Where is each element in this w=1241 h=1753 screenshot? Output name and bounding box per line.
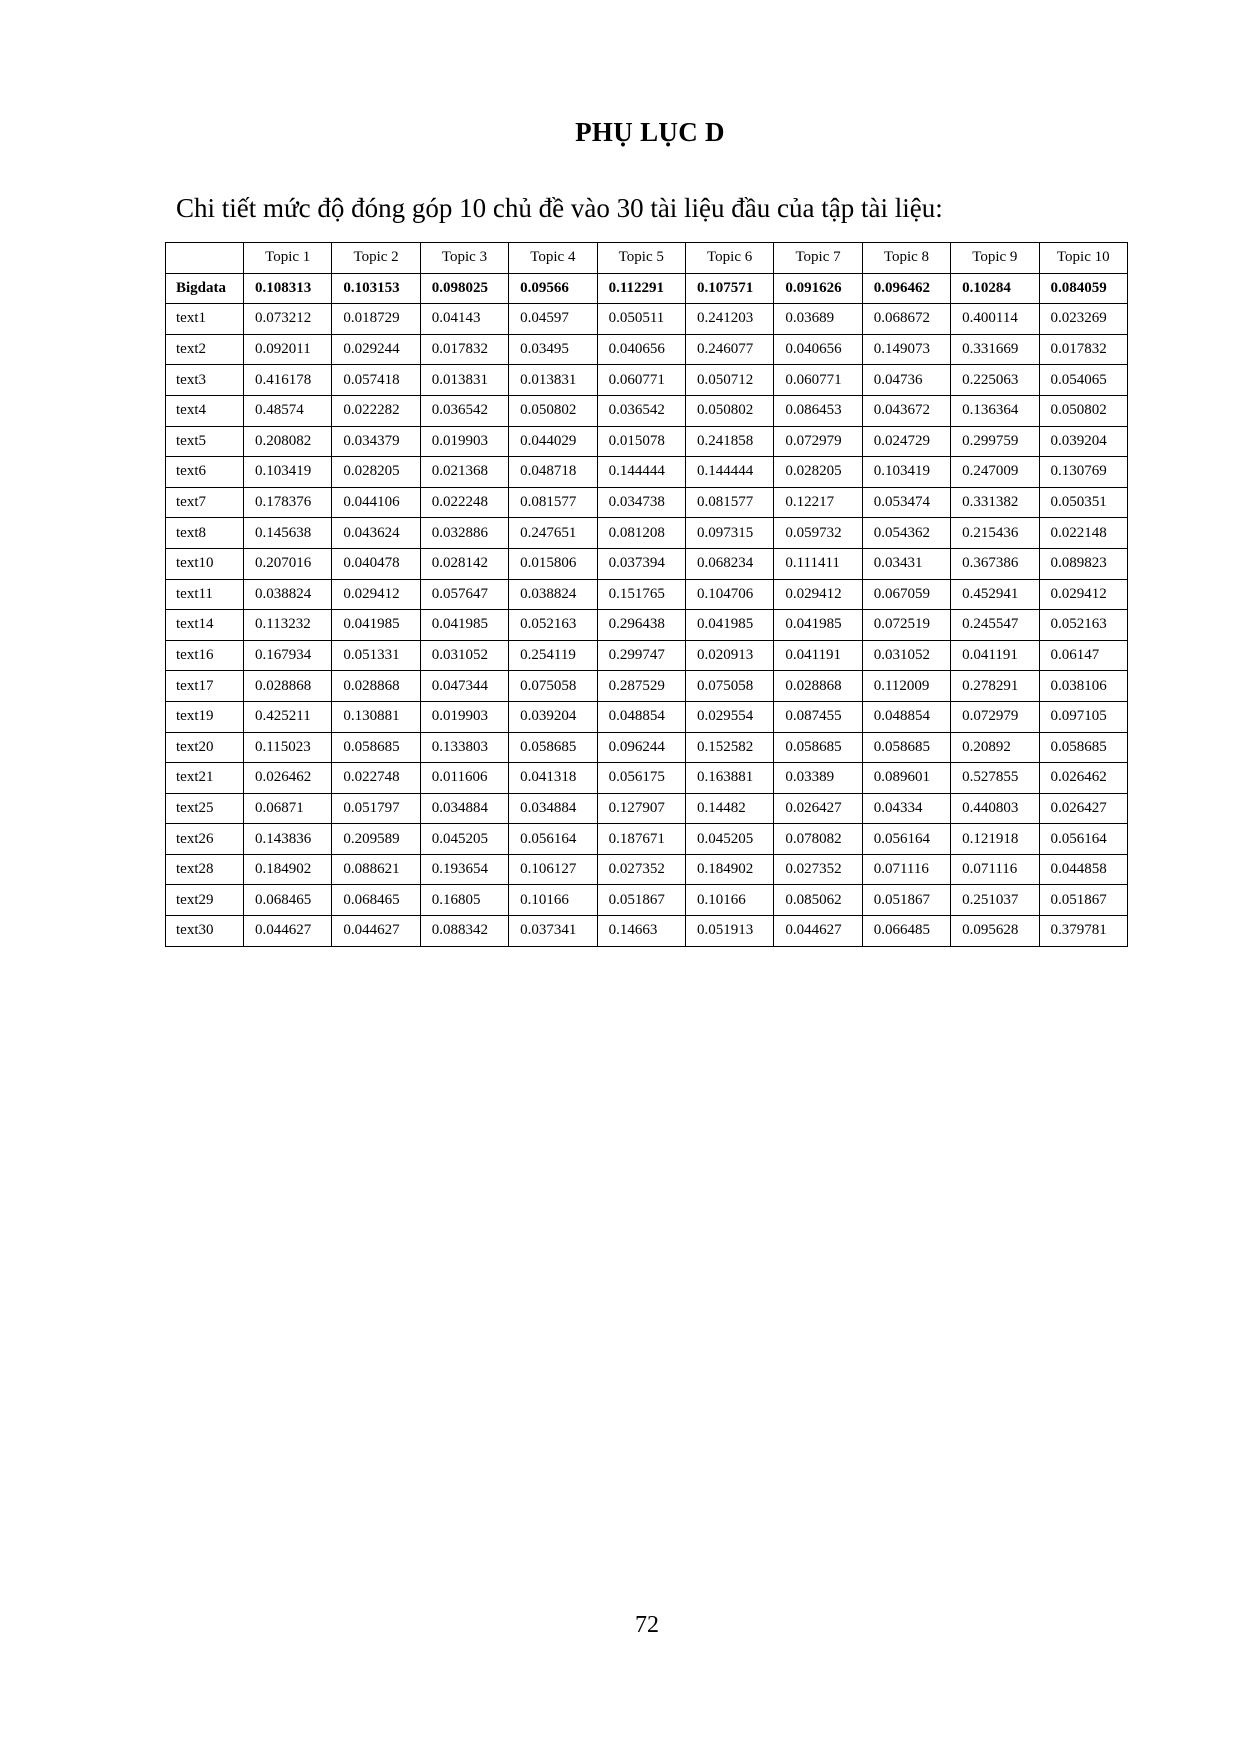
table-cell: 0.058685 bbox=[774, 732, 862, 763]
table-cell: 0.048718 bbox=[509, 457, 597, 488]
page-title: PHỤ LỤC D bbox=[575, 117, 725, 147]
table-cell: 0.050712 bbox=[685, 365, 773, 396]
table-cell: 0.071116 bbox=[951, 854, 1039, 885]
table-cell: 0.241203 bbox=[685, 304, 773, 335]
table-cell: 0.060771 bbox=[597, 365, 685, 396]
table-cell: 0.044106 bbox=[332, 487, 420, 518]
table-cell: 0.088342 bbox=[420, 916, 508, 947]
table-cell: 0.400114 bbox=[951, 304, 1039, 335]
table-cell: 0.144444 bbox=[685, 457, 773, 488]
table-cell: 0.246077 bbox=[685, 334, 773, 365]
table-cell: 0.022748 bbox=[332, 763, 420, 794]
table-cell: 0.225063 bbox=[951, 365, 1039, 396]
table-cell: 0.068234 bbox=[685, 548, 773, 579]
table-cell: 0.019903 bbox=[420, 426, 508, 457]
table-cell: 0.187671 bbox=[597, 824, 685, 855]
table-cell: 0.073212 bbox=[244, 304, 332, 335]
table-cell: 0.251037 bbox=[951, 885, 1039, 916]
table-cell: 0.056164 bbox=[1039, 824, 1127, 855]
table-cell: 0.029554 bbox=[685, 701, 773, 732]
table-cell: 0.081208 bbox=[597, 518, 685, 549]
table-cell: 0.023269 bbox=[1039, 304, 1127, 335]
row-label: text20 bbox=[166, 732, 244, 763]
column-header-topic-6: Topic 6 bbox=[685, 243, 773, 274]
table-cell: 0.247651 bbox=[509, 518, 597, 549]
row-label: text19 bbox=[166, 701, 244, 732]
table-cell: 0.03389 bbox=[774, 763, 862, 794]
table-row bbox=[166, 732, 1128, 763]
table-cell: 0.052163 bbox=[509, 610, 597, 641]
table-cell: 0.068672 bbox=[862, 304, 950, 335]
table-cell: 0.060771 bbox=[774, 365, 862, 396]
table-cell: 0.015806 bbox=[509, 548, 597, 579]
table-cell: 0.299747 bbox=[597, 640, 685, 671]
table-cell: 0.038106 bbox=[1039, 671, 1127, 702]
table-cell: 0.098025 bbox=[420, 273, 508, 304]
table-cell: 0.028205 bbox=[774, 457, 862, 488]
table-cell: 0.039204 bbox=[1039, 426, 1127, 457]
table-header-row bbox=[166, 243, 1128, 274]
table-cell: 0.096244 bbox=[597, 732, 685, 763]
table-cell: 0.044627 bbox=[774, 916, 862, 947]
table-row bbox=[166, 273, 1128, 304]
table-cell: 0.299759 bbox=[951, 426, 1039, 457]
row-label: text28 bbox=[166, 854, 244, 885]
table-cell: 0.03495 bbox=[509, 334, 597, 365]
table-cell: 0.013831 bbox=[509, 365, 597, 396]
table-cell: 0.050802 bbox=[685, 395, 773, 426]
table-cell: 0.011606 bbox=[420, 763, 508, 794]
table-cell: 0.054362 bbox=[862, 518, 950, 549]
table-row bbox=[166, 487, 1128, 518]
row-label: text14 bbox=[166, 610, 244, 641]
row-label: Bigdata bbox=[166, 273, 244, 304]
row-label: text4 bbox=[166, 395, 244, 426]
table-cell: 0.045205 bbox=[685, 824, 773, 855]
row-label: text25 bbox=[166, 793, 244, 824]
table-cell: 0.052163 bbox=[1039, 610, 1127, 641]
table-cell: 0.296438 bbox=[597, 610, 685, 641]
table-cell: 0.144444 bbox=[597, 457, 685, 488]
column-header-topic-10: Topic 10 bbox=[1039, 243, 1127, 274]
table-cell: 0.026462 bbox=[1039, 763, 1127, 794]
table-cell: 0.254119 bbox=[509, 640, 597, 671]
column-header-topic-5: Topic 5 bbox=[597, 243, 685, 274]
table-cell: 0.113232 bbox=[244, 610, 332, 641]
table-cell: 0.020913 bbox=[685, 640, 773, 671]
table-cell: 0.056164 bbox=[509, 824, 597, 855]
row-label: text26 bbox=[166, 824, 244, 855]
table-cell: 0.331669 bbox=[951, 334, 1039, 365]
table-cell: 0.043624 bbox=[332, 518, 420, 549]
table-cell: 0.097315 bbox=[685, 518, 773, 549]
row-label: text2 bbox=[166, 334, 244, 365]
table-cell: 0.072979 bbox=[774, 426, 862, 457]
table-cell: 0.12217 bbox=[774, 487, 862, 518]
table-cell: 0.034738 bbox=[597, 487, 685, 518]
table-cell: 0.14482 bbox=[685, 793, 773, 824]
table-cell: 0.040478 bbox=[332, 548, 420, 579]
row-label: text5 bbox=[166, 426, 244, 457]
table-cell: 0.029412 bbox=[1039, 579, 1127, 610]
row-label: text6 bbox=[166, 457, 244, 488]
table-cell: 0.029412 bbox=[774, 579, 862, 610]
table-cell: 0.207016 bbox=[244, 548, 332, 579]
table-cell: 0.247009 bbox=[951, 457, 1039, 488]
table-cell: 0.013831 bbox=[420, 365, 508, 396]
table-cell: 0.041985 bbox=[685, 610, 773, 641]
table-cell: 0.054065 bbox=[1039, 365, 1127, 396]
table-cell: 0.06147 bbox=[1039, 640, 1127, 671]
table-row bbox=[166, 365, 1128, 396]
table-cell: 0.097105 bbox=[1039, 701, 1127, 732]
table-cell: 0.085062 bbox=[774, 885, 862, 916]
table-cell: 0.041985 bbox=[774, 610, 862, 641]
table-row bbox=[166, 610, 1128, 641]
table-cell: 0.036542 bbox=[597, 395, 685, 426]
table-cell: 0.112009 bbox=[862, 671, 950, 702]
table-cell: 0.066485 bbox=[862, 916, 950, 947]
table-cell: 0.245547 bbox=[951, 610, 1039, 641]
table-cell: 0.527855 bbox=[951, 763, 1039, 794]
table-cell: 0.103153 bbox=[332, 273, 420, 304]
table-cell: 0.163881 bbox=[685, 763, 773, 794]
table-cell: 0.081577 bbox=[685, 487, 773, 518]
table-cell: 0.057418 bbox=[332, 365, 420, 396]
table-cell: 0.086453 bbox=[774, 395, 862, 426]
table-cell: 0.09566 bbox=[509, 273, 597, 304]
table-cell: 0.16805 bbox=[420, 885, 508, 916]
table-cell: 0.041985 bbox=[420, 610, 508, 641]
table-cell: 0.051331 bbox=[332, 640, 420, 671]
row-label: text30 bbox=[166, 916, 244, 947]
column-header-topic-9: Topic 9 bbox=[951, 243, 1039, 274]
table-row bbox=[166, 763, 1128, 794]
table-cell: 0.452941 bbox=[951, 579, 1039, 610]
intro-text: Chi tiết mức độ đóng góp 10 chủ đề vào 30 tài liệu đầu của tập tài liệu: bbox=[176, 193, 943, 223]
table-row bbox=[166, 854, 1128, 885]
table-cell: 0.043672 bbox=[862, 395, 950, 426]
table-cell: 0.416178 bbox=[244, 365, 332, 396]
table-row bbox=[166, 701, 1128, 732]
table-cell: 0.034884 bbox=[420, 793, 508, 824]
table-cell: 0.071116 bbox=[862, 854, 950, 885]
table-cell: 0.028868 bbox=[332, 671, 420, 702]
table-cell: 0.031052 bbox=[862, 640, 950, 671]
table-cell: 0.028868 bbox=[774, 671, 862, 702]
table-cell: 0.130769 bbox=[1039, 457, 1127, 488]
table-row bbox=[166, 548, 1128, 579]
table-cell: 0.039204 bbox=[509, 701, 597, 732]
table-cell: 0.056164 bbox=[862, 824, 950, 855]
table-cell: 0.029244 bbox=[332, 334, 420, 365]
table-row bbox=[166, 518, 1128, 549]
table-cell: 0.051913 bbox=[685, 916, 773, 947]
table-corner-cell bbox=[166, 243, 244, 274]
column-header-topic-2: Topic 2 bbox=[332, 243, 420, 274]
table-cell: 0.152582 bbox=[685, 732, 773, 763]
table-cell: 0.058685 bbox=[332, 732, 420, 763]
table-cell: 0.026427 bbox=[1039, 793, 1127, 824]
table-cell: 0.041191 bbox=[774, 640, 862, 671]
table-cell: 0.04334 bbox=[862, 793, 950, 824]
table-cell: 0.044858 bbox=[1039, 854, 1127, 885]
table-cell: 0.096462 bbox=[862, 273, 950, 304]
table-cell: 0.041191 bbox=[951, 640, 1039, 671]
table-cell: 0.028142 bbox=[420, 548, 508, 579]
column-header-topic-4: Topic 4 bbox=[509, 243, 597, 274]
column-header-topic-1: Topic 1 bbox=[244, 243, 332, 274]
table-row bbox=[166, 426, 1128, 457]
table-cell: 0.075058 bbox=[685, 671, 773, 702]
table-cell: 0.440803 bbox=[951, 793, 1039, 824]
table-cell: 0.038824 bbox=[509, 579, 597, 610]
table-row bbox=[166, 395, 1128, 426]
table-cell: 0.089601 bbox=[862, 763, 950, 794]
table-cell: 0.040656 bbox=[774, 334, 862, 365]
table-cell: 0.051867 bbox=[1039, 885, 1127, 916]
table-cell: 0.241858 bbox=[685, 426, 773, 457]
table-cell: 0.215436 bbox=[951, 518, 1039, 549]
table-cell: 0.019903 bbox=[420, 701, 508, 732]
table-cell: 0.149073 bbox=[862, 334, 950, 365]
table-cell: 0.287529 bbox=[597, 671, 685, 702]
table-cell: 0.047344 bbox=[420, 671, 508, 702]
table-cell: 0.068465 bbox=[244, 885, 332, 916]
table-cell: 0.045205 bbox=[420, 824, 508, 855]
table-cell: 0.051797 bbox=[332, 793, 420, 824]
table-cell: 0.034884 bbox=[509, 793, 597, 824]
table-cell: 0.106127 bbox=[509, 854, 597, 885]
row-label: text3 bbox=[166, 365, 244, 396]
table-cell: 0.278291 bbox=[951, 671, 1039, 702]
table-cell: 0.040656 bbox=[597, 334, 685, 365]
table-cell: 0.072519 bbox=[862, 610, 950, 641]
table-cell: 0.03431 bbox=[862, 548, 950, 579]
table-cell: 0.036542 bbox=[420, 395, 508, 426]
table-cell: 0.48574 bbox=[244, 395, 332, 426]
table-row bbox=[166, 824, 1128, 855]
table-cell: 0.022148 bbox=[1039, 518, 1127, 549]
table-cell: 0.050511 bbox=[597, 304, 685, 335]
table-cell: 0.037341 bbox=[509, 916, 597, 947]
table-row bbox=[166, 916, 1128, 947]
table-cell: 0.021368 bbox=[420, 457, 508, 488]
table-cell: 0.028205 bbox=[332, 457, 420, 488]
table-cell: 0.067059 bbox=[862, 579, 950, 610]
table-cell: 0.133803 bbox=[420, 732, 508, 763]
table-cell: 0.044627 bbox=[332, 916, 420, 947]
table-cell: 0.037394 bbox=[597, 548, 685, 579]
row-label: text16 bbox=[166, 640, 244, 671]
column-header-topic-7: Topic 7 bbox=[774, 243, 862, 274]
table-cell: 0.015078 bbox=[597, 426, 685, 457]
table-body bbox=[166, 273, 1128, 946]
table-cell: 0.104706 bbox=[685, 579, 773, 610]
table-cell: 0.041318 bbox=[509, 763, 597, 794]
table-cell: 0.127907 bbox=[597, 793, 685, 824]
table-cell: 0.051867 bbox=[862, 885, 950, 916]
table-cell: 0.078082 bbox=[774, 824, 862, 855]
table-cell: 0.367386 bbox=[951, 548, 1039, 579]
table-cell: 0.112291 bbox=[597, 273, 685, 304]
table-cell: 0.167934 bbox=[244, 640, 332, 671]
row-label: text7 bbox=[166, 487, 244, 518]
table-cell: 0.178376 bbox=[244, 487, 332, 518]
table-cell: 0.20892 bbox=[951, 732, 1039, 763]
table-cell: 0.053474 bbox=[862, 487, 950, 518]
table-cell: 0.03689 bbox=[774, 304, 862, 335]
table-cell: 0.107571 bbox=[685, 273, 773, 304]
table-cell: 0.10166 bbox=[509, 885, 597, 916]
table-cell: 0.209589 bbox=[332, 824, 420, 855]
table-cell: 0.056175 bbox=[597, 763, 685, 794]
table-cell: 0.058685 bbox=[1039, 732, 1127, 763]
table-cell: 0.022248 bbox=[420, 487, 508, 518]
table-cell: 0.027352 bbox=[774, 854, 862, 885]
table-cell: 0.029412 bbox=[332, 579, 420, 610]
table-row bbox=[166, 457, 1128, 488]
table-cell: 0.044029 bbox=[509, 426, 597, 457]
table-cell: 0.034379 bbox=[332, 426, 420, 457]
table-cell: 0.026427 bbox=[774, 793, 862, 824]
table-row bbox=[166, 885, 1128, 916]
page-number: 72 bbox=[635, 1612, 659, 1638]
table-cell: 0.04736 bbox=[862, 365, 950, 396]
table-cell: 0.059732 bbox=[774, 518, 862, 549]
table-cell: 0.031052 bbox=[420, 640, 508, 671]
table-cell: 0.091626 bbox=[774, 273, 862, 304]
table-cell: 0.050802 bbox=[1039, 395, 1127, 426]
table-cell: 0.084059 bbox=[1039, 273, 1127, 304]
table-cell: 0.04597 bbox=[509, 304, 597, 335]
table-cell: 0.048854 bbox=[862, 701, 950, 732]
row-label: text17 bbox=[166, 671, 244, 702]
table-row bbox=[166, 793, 1128, 824]
table-cell: 0.041985 bbox=[332, 610, 420, 641]
table-cell: 0.057647 bbox=[420, 579, 508, 610]
row-label: text11 bbox=[166, 579, 244, 610]
table-cell: 0.143836 bbox=[244, 824, 332, 855]
table-cell: 0.331382 bbox=[951, 487, 1039, 518]
row-label: text1 bbox=[166, 304, 244, 335]
table-cell: 0.051867 bbox=[597, 885, 685, 916]
row-label: text10 bbox=[166, 548, 244, 579]
table-cell: 0.145638 bbox=[244, 518, 332, 549]
table-cell: 0.018729 bbox=[332, 304, 420, 335]
table-cell: 0.10166 bbox=[685, 885, 773, 916]
table-cell: 0.027352 bbox=[597, 854, 685, 885]
table-cell: 0.379781 bbox=[1039, 916, 1127, 947]
table-row bbox=[166, 334, 1128, 365]
row-label: text21 bbox=[166, 763, 244, 794]
table-cell: 0.193654 bbox=[420, 854, 508, 885]
table-cell: 0.095628 bbox=[951, 916, 1039, 947]
table-row bbox=[166, 304, 1128, 335]
table-cell: 0.088621 bbox=[332, 854, 420, 885]
table-cell: 0.184902 bbox=[685, 854, 773, 885]
table-cell: 0.089823 bbox=[1039, 548, 1127, 579]
table-cell: 0.026462 bbox=[244, 763, 332, 794]
topic-contribution-table bbox=[165, 242, 1128, 947]
table-cell: 0.050351 bbox=[1039, 487, 1127, 518]
table-row bbox=[166, 671, 1128, 702]
table-cell: 0.208082 bbox=[244, 426, 332, 457]
table-cell: 0.108313 bbox=[244, 273, 332, 304]
table-cell: 0.130881 bbox=[332, 701, 420, 732]
table-cell: 0.10284 bbox=[951, 273, 1039, 304]
table-cell: 0.072979 bbox=[951, 701, 1039, 732]
table-cell: 0.058685 bbox=[862, 732, 950, 763]
table-cell: 0.028868 bbox=[244, 671, 332, 702]
table-cell: 0.103419 bbox=[244, 457, 332, 488]
table-cell: 0.092011 bbox=[244, 334, 332, 365]
table-row bbox=[166, 579, 1128, 610]
table-cell: 0.048854 bbox=[597, 701, 685, 732]
row-label: text8 bbox=[166, 518, 244, 549]
table-cell: 0.06871 bbox=[244, 793, 332, 824]
table-cell: 0.017832 bbox=[1039, 334, 1127, 365]
table-cell: 0.032886 bbox=[420, 518, 508, 549]
table-cell: 0.103419 bbox=[862, 457, 950, 488]
table-cell: 0.081577 bbox=[509, 487, 597, 518]
table-cell: 0.017832 bbox=[420, 334, 508, 365]
table-cell: 0.121918 bbox=[951, 824, 1039, 855]
table-cell: 0.425211 bbox=[244, 701, 332, 732]
column-header-topic-8: Topic 8 bbox=[862, 243, 950, 274]
table-cell: 0.111411 bbox=[774, 548, 862, 579]
table-cell: 0.050802 bbox=[509, 395, 597, 426]
table-row bbox=[166, 640, 1128, 671]
table-cell: 0.024729 bbox=[862, 426, 950, 457]
table-cell: 0.115023 bbox=[244, 732, 332, 763]
table-cell: 0.044627 bbox=[244, 916, 332, 947]
table-cell: 0.14663 bbox=[597, 916, 685, 947]
table-cell: 0.068465 bbox=[332, 885, 420, 916]
table-cell: 0.184902 bbox=[244, 854, 332, 885]
column-header-topic-3: Topic 3 bbox=[420, 243, 508, 274]
table-cell: 0.087455 bbox=[774, 701, 862, 732]
table-cell: 0.136364 bbox=[951, 395, 1039, 426]
table-cell: 0.075058 bbox=[509, 671, 597, 702]
table-cell: 0.022282 bbox=[332, 395, 420, 426]
table-cell: 0.04143 bbox=[420, 304, 508, 335]
table-cell: 0.151765 bbox=[597, 579, 685, 610]
table-cell: 0.058685 bbox=[509, 732, 597, 763]
row-label: text29 bbox=[166, 885, 244, 916]
table-cell: 0.038824 bbox=[244, 579, 332, 610]
